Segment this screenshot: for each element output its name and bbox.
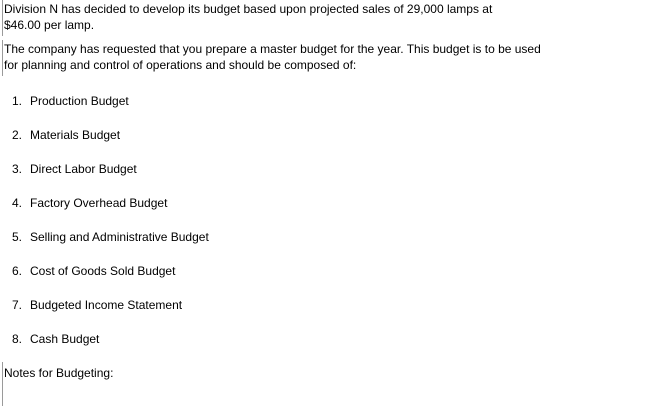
item-label: Cost of Goods Sold Budget — [30, 264, 176, 278]
request-line-1: The company has requested that you prepare a master budget for the year. This budget is to be used — [4, 42, 541, 56]
item-number: 5. — [12, 230, 23, 244]
item-number: 3. — [12, 162, 23, 176]
item-label: Budgeted Income Statement — [30, 298, 183, 312]
list-item — [12, 92, 209, 126]
list-item — [12, 330, 209, 364]
list-item — [12, 262, 209, 296]
item-number: 2. — [12, 128, 23, 142]
item-label: Factory Overhead Budget — [30, 196, 168, 210]
left-border-middle — [2, 40, 3, 76]
item-number: 6. — [12, 264, 23, 278]
item-number: 4. — [12, 196, 23, 210]
intro-paragraph — [4, 1, 492, 33]
item-number: 7. — [12, 298, 23, 312]
intro-line-1: Division N has decided to develop its budget based upon projected sales of 29,000 lamps at — [4, 2, 493, 16]
item-label: Cash Budget — [30, 332, 100, 346]
list-item — [12, 296, 209, 330]
list-item — [12, 194, 209, 228]
item-label: Selling and Administrative Budget — [30, 230, 209, 244]
list-item — [12, 160, 209, 194]
item-label: Production Budget — [30, 94, 129, 108]
intro-line-2: $46.00 per lamp. — [4, 18, 95, 32]
request-paragraph — [4, 41, 541, 73]
item-number: 1. — [12, 94, 23, 108]
notes-heading: Notes for Budgeting: — [4, 366, 114, 380]
item-number: 8. — [12, 332, 23, 346]
left-border-bottom — [2, 362, 3, 406]
left-border-top — [2, 0, 3, 36]
budget-list — [12, 92, 209, 364]
request-line-2: for planning and control of operations and should be composed of: — [4, 58, 357, 72]
list-item — [12, 126, 209, 160]
list-item — [12, 228, 209, 262]
item-label: Direct Labor Budget — [30, 162, 137, 176]
item-label: Materials Budget — [30, 128, 121, 142]
